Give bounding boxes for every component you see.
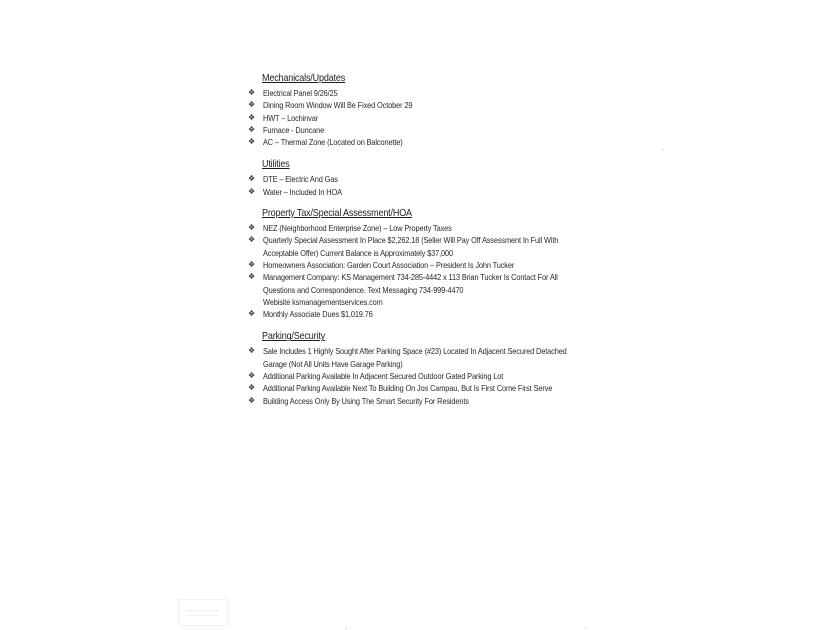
list-item — [246, 234, 626, 259]
list-item — [246, 186, 626, 198]
diamond-bullet-icon: ❖ — [248, 346, 256, 356]
diamond-bullet-icon: ❖ — [248, 272, 256, 282]
section-0 — [246, 72, 626, 148]
list-item-text: Additional Parking Available In Adjacent Secured Outdoor Gated Parking Lot — [263, 371, 504, 382]
list-item-text: Quarterly Special Assessment In Place $2,262.18 (Seller Will Pay Off Assessment In Full With — [263, 235, 559, 246]
list-item-text: Building Access Only By Using The Smart Security For Residents — [263, 395, 469, 406]
list-item — [246, 259, 626, 271]
section-title: Property Tax/Special Assessment/HOA — [262, 207, 412, 220]
section-1 — [246, 158, 626, 198]
section-title: Utilities — [262, 158, 290, 171]
section-3 — [246, 330, 626, 406]
list-item-text: Management Company: KS Management 734-285-4442 x 113 Brian Tucker Is Contact For All — [263, 272, 558, 283]
list-item — [246, 271, 626, 308]
list-item — [246, 395, 626, 407]
list-item-text: AC – Thermal Zone (Located on Balconette) — [263, 137, 403, 148]
diamond-bullet-icon: ❖ — [248, 395, 256, 405]
diamond-bullet-icon: ❖ — [248, 186, 256, 196]
diamond-bullet-icon: ❖ — [248, 88, 256, 97]
list-item-text: Dining Room Window Will Be Fixed October 29 — [263, 100, 413, 111]
list-item — [246, 112, 626, 124]
list-item-text: Electrical Panel 9/26/25 — [263, 88, 338, 98]
diamond-bullet-icon: ❖ — [248, 235, 256, 245]
list-item — [246, 99, 626, 111]
scan-speck — [662, 149, 664, 150]
diamond-bullet-icon: ❖ — [248, 309, 256, 319]
list-item-text: Questions and Correspondence. Text Messaging 734-999-4470 — [263, 284, 464, 295]
list-item-text: NEZ (Neighborhood Enterprise Zone) – Low Property Taxes — [263, 223, 452, 234]
list-item-text: HWT – Lochinvar — [263, 112, 319, 123]
diamond-bullet-icon: ❖ — [248, 137, 256, 147]
list-item — [246, 124, 626, 136]
list-item-text: DTE – Electric And Gas — [263, 174, 338, 185]
section-title: Parking/Security — [262, 330, 325, 343]
faint-stamp-mark — [178, 599, 228, 626]
bullet-list — [246, 173, 626, 198]
diamond-bullet-icon: ❖ — [248, 174, 256, 184]
diamond-bullet-icon: ❖ — [248, 371, 256, 381]
diamond-bullet-icon: ❖ — [248, 124, 256, 134]
list-item-text: Garage (Not All Units Have Garage Parking) — [263, 358, 403, 369]
list-item — [246, 173, 626, 185]
diamond-bullet-icon: ❖ — [248, 383, 256, 393]
list-item-text: Water – Included In HOA — [263, 186, 342, 197]
diamond-bullet-icon: ❖ — [248, 100, 256, 110]
diamond-bullet-icon: ❖ — [248, 223, 256, 233]
list-item-text: Additional Parking Available Next To Building On Jos Campau, But Is First Come First Serve — [263, 383, 553, 394]
list-item-text: Furnace - Duncane — [263, 124, 325, 135]
list-item — [246, 345, 626, 370]
scan-speck — [345, 628, 347, 629]
diamond-bullet-icon: ❖ — [248, 112, 256, 122]
section-2 — [246, 207, 626, 320]
bullet-list — [246, 87, 626, 148]
scan-speck — [585, 627, 587, 628]
list-item-text: Monthly Associate Dues $1,019.76 — [263, 309, 373, 320]
list-item-text: Acceptable Offer) Current Balance is Approximately $37,000 — [263, 247, 453, 258]
document-content — [246, 72, 626, 417]
list-item — [246, 370, 626, 382]
bullet-list — [246, 345, 626, 406]
section-title: Mechanicals/Updates — [262, 72, 346, 84]
list-item — [246, 308, 626, 320]
list-item — [246, 87, 626, 99]
list-item — [246, 382, 626, 394]
list-item — [246, 136, 626, 148]
bullet-list — [246, 222, 626, 320]
list-item — [246, 222, 626, 234]
list-item-text: Webisite ksmanagementservices.com — [263, 296, 383, 307]
list-item-text: Sale Includes 1 Highly Sought After Parking Space (#23) Located In Adjacent Secured Detached — [263, 346, 567, 357]
list-item-text: Homeowners Association: Garden Court Association – President Is John Tucker — [263, 259, 515, 270]
diamond-bullet-icon: ❖ — [248, 259, 256, 269]
